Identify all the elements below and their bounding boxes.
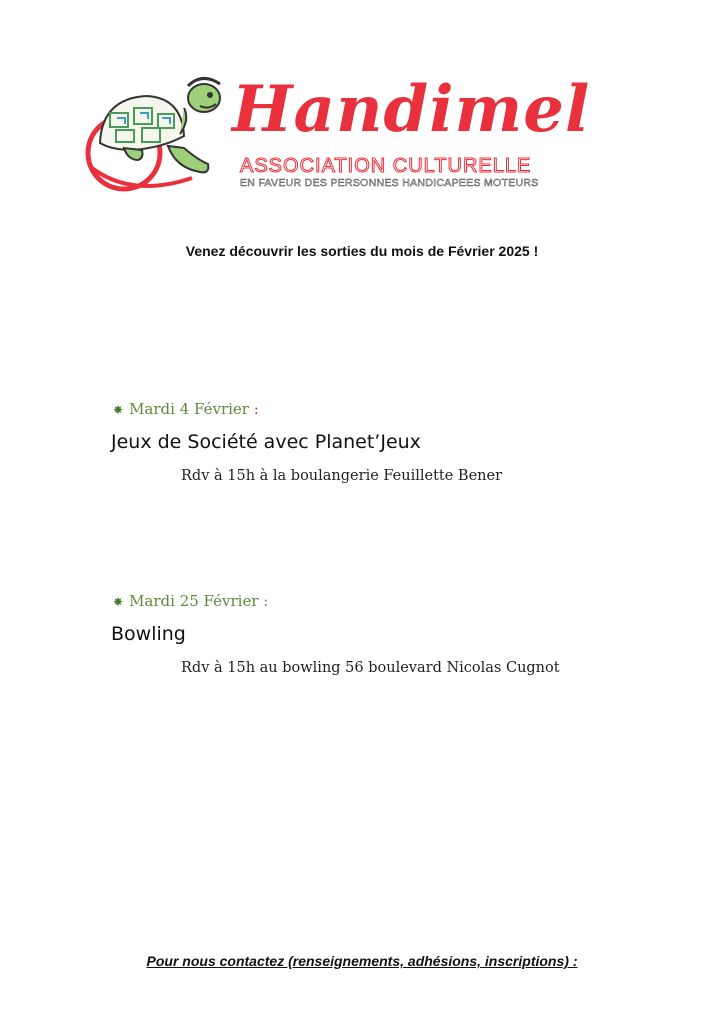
event-date-label: Mardi 25 Février	[129, 592, 259, 610]
turtle-wheelchair-logo-icon	[72, 68, 232, 198]
event-date	[113, 400, 259, 418]
event-date-label: Mardi 4 Février	[129, 400, 249, 418]
event-date	[113, 592, 268, 610]
event-title: Bowling	[111, 623, 186, 645]
star-bullet-icon: ✸	[113, 595, 124, 609]
brand-tagline-line1: ASSOCIATION CULTURELLE	[240, 155, 532, 177]
event-title: Jeux de Société avec Planet’Jeux	[111, 431, 421, 453]
intro-text: Venez découvrir les sorties du mois de Février 2025 !	[185, 243, 539, 259]
event-detail: Rdv à 15h au bowling 56 boulevard Nicolas Cugnot	[181, 660, 560, 676]
header	[0, 0, 724, 210]
event-date-colon: :	[248, 400, 259, 418]
event-detail: Rdv à 15h à la boulangerie Feuillette Bener	[181, 468, 503, 484]
brand-tagline-line2: EN FAVEUR DES PERSONNES HANDICAPEES MOTEURS	[240, 177, 539, 189]
event-date-colon: :	[258, 592, 269, 610]
brand-name: Handimel	[232, 72, 591, 147]
star-bullet-icon: ✸	[113, 403, 124, 417]
contact-footer: Pour nous contactez (renseignements, adhésions, inscriptions) :	[146, 953, 578, 969]
